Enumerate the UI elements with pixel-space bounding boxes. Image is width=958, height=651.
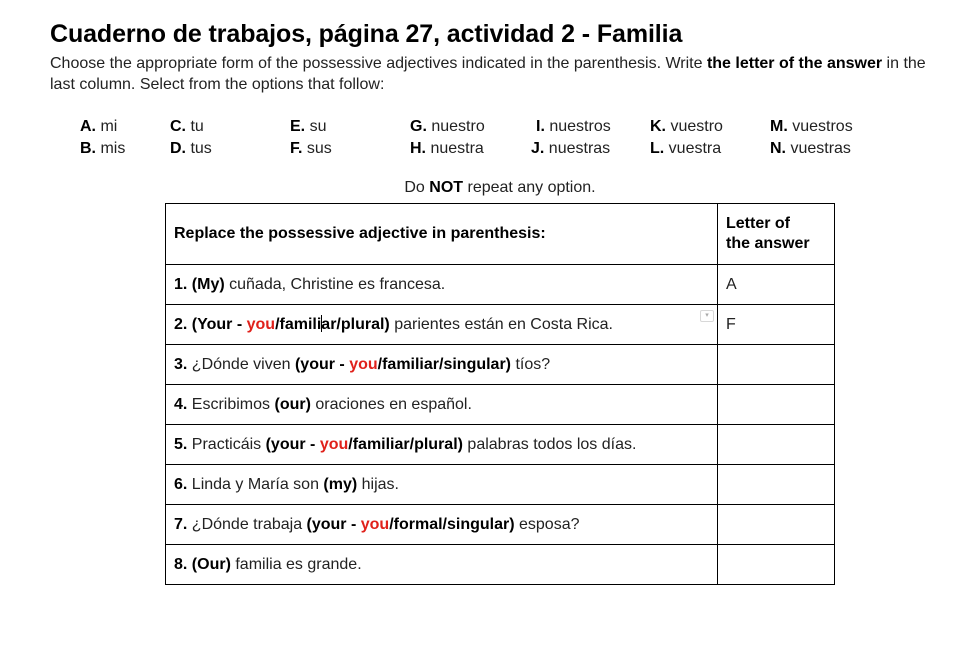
- sentence-text: esposa?: [514, 515, 580, 533]
- options-column: [170, 116, 212, 159]
- item-number: 6.: [174, 475, 188, 493]
- option-word: mi: [100, 118, 118, 135]
- instructions-bold: the letter of the answer: [706, 55, 883, 72]
- option-letter: B.: [80, 139, 96, 157]
- sentence-text: familia es grande.: [230, 555, 362, 573]
- hint-text: (our): [274, 395, 311, 413]
- table-row: [166, 545, 835, 585]
- options-column: [531, 116, 611, 159]
- option-letter: K.: [650, 118, 666, 135]
- sentence-cell[interactable]: [166, 505, 718, 545]
- sentence-text: hijas.: [357, 475, 399, 493]
- hint-text: /famili: [275, 316, 322, 333]
- sentence-text: ¿Dónde viven: [191, 355, 295, 373]
- sentence-text: parientes están en Costa Rica.: [389, 316, 613, 333]
- repeat-note: [21, 179, 958, 197]
- option-word: nuestros: [549, 118, 611, 135]
- option-letter: L.: [650, 139, 665, 157]
- table-row: [166, 305, 835, 345]
- hint-text: /formal/singular): [389, 515, 515, 533]
- option-item: [290, 138, 332, 160]
- option-word: tus: [190, 139, 212, 157]
- option-item: [770, 138, 853, 160]
- table-row: [166, 505, 835, 545]
- header-letter-line2: the answer: [726, 235, 810, 252]
- hint-text: (My): [191, 275, 225, 293]
- instructions-text: Choose the appropriate form of the possessive adjectives indicated in the parenthesis. Write: [50, 55, 707, 72]
- header-letter: [718, 204, 835, 265]
- sentence-text: cuñada, Christine es francesa.: [224, 275, 446, 293]
- answer-cell[interactable]: [718, 425, 835, 465]
- highlight-word: you: [349, 355, 378, 373]
- option-item: [80, 138, 125, 160]
- instructions-text-end: in the last column. Select from the options that follow:: [50, 55, 926, 93]
- page-title: Cuaderno de trabajos, página 27, actividad 2 - Familia: [50, 20, 683, 48]
- option-word: nuestra: [430, 139, 484, 157]
- sentence-text: Linda y María son: [191, 475, 324, 493]
- sentence-text: Practicáis: [191, 435, 266, 453]
- option-letter: G.: [410, 118, 427, 135]
- option-word: nuestro: [431, 118, 485, 135]
- item-number: 3.: [174, 355, 188, 373]
- answer-cell[interactable]: F: [718, 305, 835, 345]
- sentence-cell[interactable]: [166, 345, 718, 385]
- sentence-cell[interactable]: [166, 545, 718, 585]
- options-column: [290, 116, 332, 159]
- hint-text: (Our): [191, 555, 231, 573]
- options-column: [410, 116, 485, 159]
- hint-text: /familiar/plural): [348, 435, 463, 453]
- hint-text: (Your -: [191, 316, 247, 333]
- sentence-cell[interactable]: [166, 385, 718, 425]
- answer-cell[interactable]: A: [718, 265, 835, 305]
- highlight-word: you: [246, 316, 276, 333]
- sentence-text: ¿Dónde trabaja: [191, 515, 307, 533]
- option-word: nuestras: [548, 139, 611, 157]
- answer-cell[interactable]: [718, 465, 835, 505]
- table-header-row: [166, 204, 835, 265]
- options-column: [770, 116, 853, 159]
- option-word: tu: [190, 118, 204, 135]
- item-number: 5.: [174, 435, 188, 453]
- table-row: [166, 385, 835, 425]
- item-number: 7.: [174, 515, 188, 533]
- header-letter-line1: Letter of: [726, 215, 790, 232]
- option-item: [531, 116, 611, 138]
- table-row: [166, 465, 835, 505]
- sentence-text: tíos?: [511, 355, 551, 373]
- option-item: [410, 116, 485, 138]
- option-item: [770, 116, 853, 138]
- hint-text: ar/plural): [321, 316, 390, 333]
- option-letter: E.: [290, 118, 306, 135]
- highlight-word: you: [319, 435, 349, 453]
- option-item: [650, 138, 723, 160]
- sentence-text: palabras todos los días.: [462, 435, 637, 453]
- option-letter: A.: [80, 118, 96, 135]
- option-word: vuestro: [670, 118, 723, 135]
- answer-cell[interactable]: [718, 505, 835, 545]
- option-letter: F.: [290, 139, 303, 157]
- item-number: 2.: [174, 316, 188, 333]
- sentence-cell[interactable]: [166, 265, 718, 305]
- sentence-cell[interactable]: [166, 305, 718, 345]
- option-word: vuestras: [790, 139, 851, 157]
- note-bold: NOT: [429, 179, 464, 196]
- sentence-cell[interactable]: [166, 465, 718, 505]
- item-number: 4.: [174, 395, 188, 413]
- option-letter: H.: [410, 139, 426, 157]
- table-row: [166, 345, 835, 385]
- note-text: Do: [404, 179, 430, 196]
- item-number: 8.: [174, 555, 188, 573]
- option-item: [80, 116, 125, 138]
- option-letter: N.: [770, 139, 786, 157]
- answer-cell[interactable]: [718, 545, 835, 585]
- answer-cell[interactable]: [718, 385, 835, 425]
- answer-cell[interactable]: [718, 345, 835, 385]
- option-word: sus: [306, 139, 332, 157]
- option-word: su: [309, 118, 327, 135]
- hint-text: (my): [323, 475, 358, 493]
- highlight-word: you: [360, 515, 390, 533]
- option-letter: D.: [170, 139, 186, 157]
- table-row: [166, 425, 835, 465]
- hint-text: (your -: [294, 355, 350, 373]
- sentence-cell[interactable]: [166, 425, 718, 465]
- options-column: [650, 116, 723, 159]
- dropdown-caret-icon[interactable]: ▾: [700, 310, 714, 322]
- options-column: [80, 116, 125, 159]
- option-letter: J.: [531, 139, 545, 157]
- sentence-text: oraciones en español.: [310, 395, 472, 413]
- option-item: [531, 138, 611, 160]
- option-item: [170, 138, 212, 160]
- answer-table: [165, 203, 835, 585]
- note-text-end: repeat any option.: [463, 179, 596, 196]
- sentence-text: Escribimos: [191, 395, 275, 413]
- option-letter: M.: [770, 118, 788, 135]
- instructions: [50, 53, 945, 95]
- option-item: [170, 116, 212, 138]
- hint-text: (your -: [306, 515, 361, 533]
- option-letter: C.: [170, 118, 186, 135]
- table-row: [166, 265, 835, 305]
- option-item: [410, 138, 485, 160]
- hint-text: /familiar/singular): [377, 355, 512, 373]
- hint-text: (your -: [265, 435, 320, 453]
- option-item: [650, 116, 723, 138]
- option-letter: I.: [536, 118, 545, 135]
- option-item: [290, 116, 332, 138]
- option-word: mis: [100, 139, 126, 157]
- item-number: 1.: [174, 275, 188, 293]
- option-word: vuestros: [792, 118, 853, 135]
- header-sentence: Replace the possessive adjective in parenthesis:: [166, 204, 718, 265]
- option-word: vuestra: [668, 139, 722, 157]
